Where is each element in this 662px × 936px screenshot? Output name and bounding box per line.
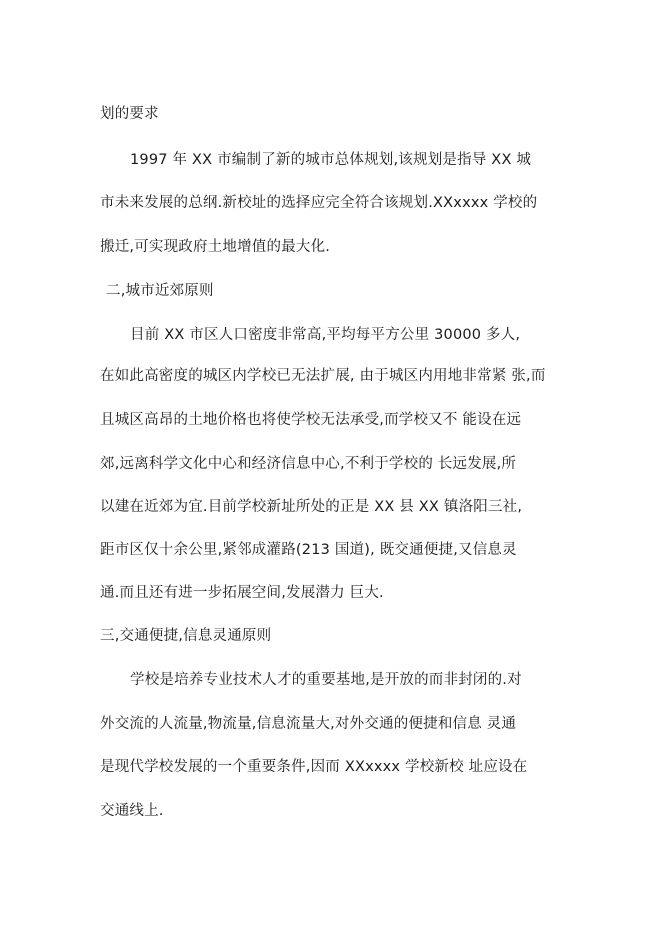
text-line-continuation: 划的要求 (100, 106, 159, 122)
paragraph-2-line-4: 郊,远离科学文化中心和经济信息中心,不利于学校的 长远发展,所 (100, 456, 517, 472)
section-heading-3: 三,交通便捷,信息灵通原则 (100, 628, 272, 644)
paragraph-2-line-7: 通.而且还有进一步拓展空间,发展潜力 巨大. (100, 585, 384, 601)
paragraph-1-line-2: 市未来发展的总纲.新校址的选择应完全符合该规划.XXxxxx 学校的 (100, 195, 538, 211)
paragraph-2-line-5: 以建在近郊为宜.目前学校新址所处的正是 XX 县 XX 镇洛阳三社, (100, 499, 523, 515)
paragraph-2-line-1: 目前 XX 市区人口密度非常高,平均每平方公里 30000 多人, (130, 327, 521, 343)
section-heading-2: 二,城市近郊原则 (106, 283, 214, 299)
paragraph-3-line-3: 是现代学校发展的一个重要条件,因而 XXxxxx 学校新校 址应设在 (100, 759, 528, 775)
paragraph-2-line-6: 距市区仅十余公里,紧邻成灌路(213 国道), 既交通便捷,又信息灵 (100, 542, 517, 558)
paragraph-1-line-1: 1997 年 XX 市编制了新的城市总体规划,该规划是指导 XX 城 (130, 152, 532, 168)
paragraph-3-line-2: 外交流的人流量,物流量,信息流量大,对外交通的便捷和信息 灵通 (100, 716, 517, 732)
paragraph-2-line-3: 且城区高昂的土地价格也将使学校无法承受,而学校又不 能设在远 (100, 412, 522, 428)
paragraph-1-line-3: 搬迁,可实现政府土地增值的最大化. (100, 239, 331, 255)
paragraph-3-line-1: 学校是培养专业技术人才的重要基地,是开放的而非封闭的.对 (130, 672, 522, 688)
paragraph-2-line-2: 在如此高密度的城区内学校已无法扩展, 由于城区内用地非常紧 张,而 (100, 368, 546, 384)
paragraph-3-line-4: 交通线上. (100, 803, 164, 819)
